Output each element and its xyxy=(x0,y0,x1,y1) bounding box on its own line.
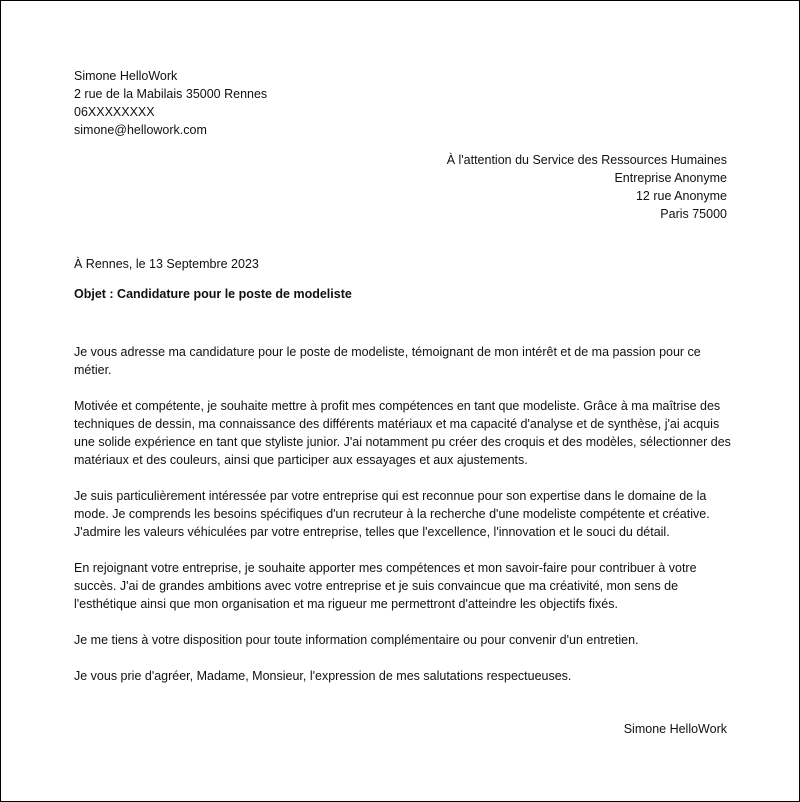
recipient-block xyxy=(447,151,727,223)
body-paragraph: Motivée et compétente, je souhaite mettre à profit mes compétences en tant que modeliste. Grâce à ma maîtrise des techniques de dessin, ma connaissance des différents matériaux et ma capacité d'analyse et de synthèse, j'ai acquis une solide expérience en tant que styliste junior. J'ai notamment pu créer des croquis et des modèles, sélectionner des matériaux et des couleurs, ainsi que participer aux essayages et aux ajustements. xyxy=(74,399,731,467)
body-paragraph: Je vous adresse ma candidature pour le poste de modeliste, témoignant de mon intérêt et de ma passion pour ce métier. xyxy=(74,345,701,377)
letter-date: À Rennes, le 13 Septembre 2023 xyxy=(74,257,259,271)
letter-body xyxy=(74,343,734,703)
closing-paragraph: Je vous prie d'agréer, Madame, Monsieur, l'expression de mes salutations respectueuses. xyxy=(74,669,572,683)
sender-block xyxy=(74,67,267,139)
body-paragraph: En rejoignant votre entreprise, je souhaite apporter mes compétences et mon savoir-faire pour contribuer à votre succès. J'ai de grandes ambitions avec votre entreprise et je suis convaincue que ma créativité, mon sens de l'esthétique ainsi que mon organisation et ma rigueur me permettront d'atteindre les objectifs fixés. xyxy=(74,561,697,611)
letter-subject: Objet : Candidature pour le poste de modeliste xyxy=(74,287,352,301)
sender-phone: 06XXXXXXXX xyxy=(74,105,155,119)
signature: Simone HelloWork xyxy=(623,722,727,736)
body-paragraph: Je suis particulièrement intéressée par votre entreprise qui est reconnue pour son expertise dans le domaine de la mode. Je comprends les besoins spécifiques d'un recruteur à la recherche d'une modeliste compétente et créative. J'admire les valeurs véhiculées par votre entreprise, telles que l'excellence, l'innovation et le souci du détail. xyxy=(74,489,710,539)
sender-email: simone@hellowork.com xyxy=(74,123,207,137)
recipient-attention: À l'attention du Service des Ressources Humaines xyxy=(446,153,727,167)
sender-name: Simone HelloWork xyxy=(74,69,178,83)
recipient-company: Entreprise Anonyme xyxy=(614,171,727,185)
sender-address: 2 rue de la Mabilais 35000 Rennes xyxy=(74,87,268,101)
recipient-city: Paris 75000 xyxy=(660,207,727,221)
recipient-street: 12 rue Anonyme xyxy=(635,189,727,203)
body-paragraph: Je me tiens à votre disposition pour toute information complémentaire ou pour convenir d'un entretien. xyxy=(74,633,639,647)
